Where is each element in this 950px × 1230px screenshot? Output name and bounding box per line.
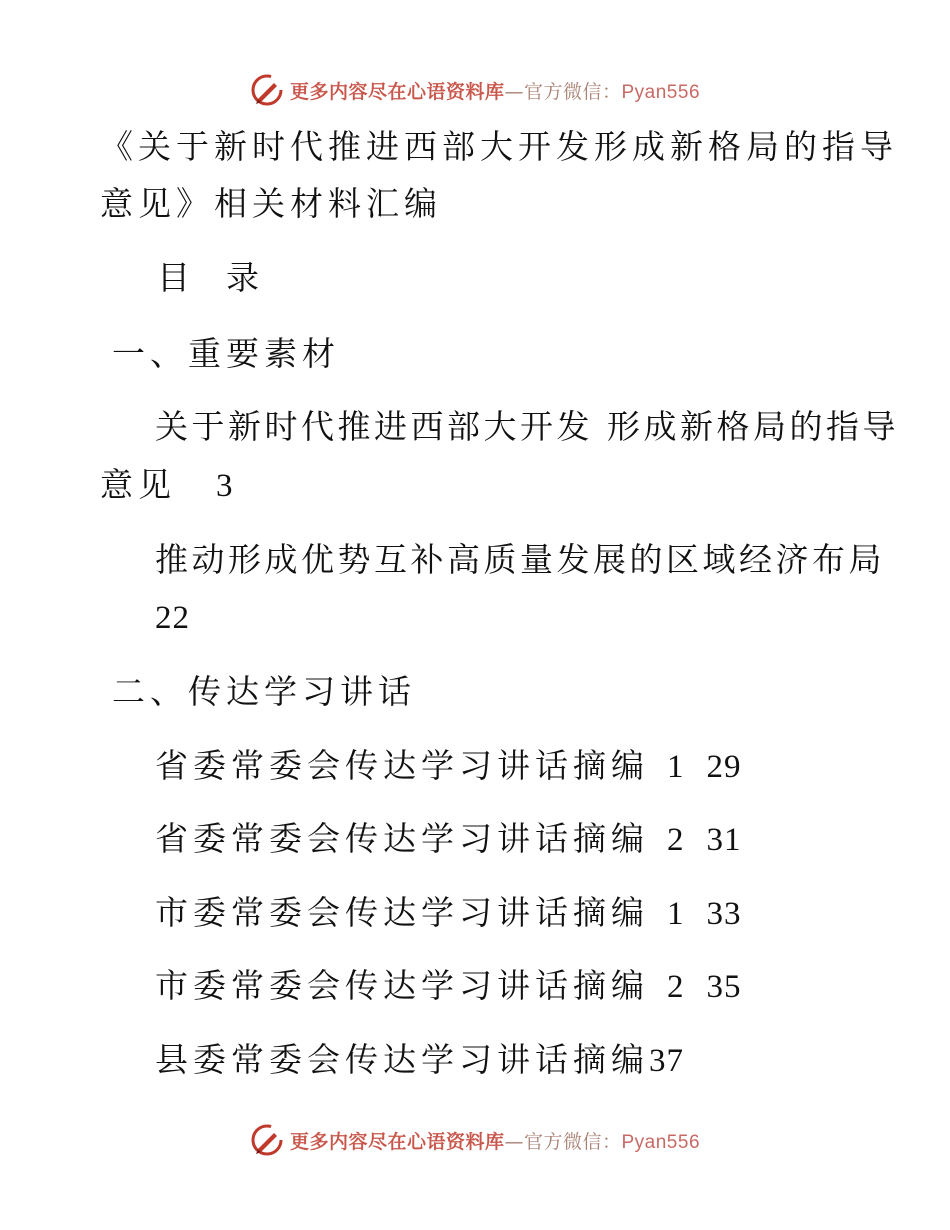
toc-entry-2-line-1: 推动形成优势互补高质量发展的区域经济布局	[155, 540, 885, 579]
pen-logo-icon	[250, 1123, 284, 1157]
toc-entry-5-page: 33	[706, 896, 742, 932]
watermark-dash: —	[504, 1130, 524, 1153]
document-title-line-1: 《关于新时代推进西部大开发形成新格局的指导	[100, 127, 898, 166]
toc-entry-4	[155, 819, 742, 860]
footer-watermark	[0, 1120, 950, 1160]
toc-entry-4-page: 31	[706, 822, 742, 858]
toc-entry-3-index: 1	[667, 749, 685, 785]
watermark-label: 官方微信：	[523, 1130, 622, 1153]
toc-entry-6-page: 35	[706, 969, 742, 1005]
section-heading-2: 二、传达学习讲话	[112, 672, 416, 711]
toc-entry-1-line-1: 关于新时代推进西部大开发 形成新格局的指导	[155, 407, 899, 446]
watermark-dash: —	[504, 80, 524, 103]
header-watermark	[0, 70, 950, 110]
toc-entry-7-text: 县委常委会传达学习讲话摘编	[155, 1040, 649, 1079]
toc-entry-4-text: 省委常委会传达学习讲话摘编	[155, 819, 649, 858]
toc-entry-1-line-2	[100, 465, 234, 506]
toc-entry-5	[155, 893, 742, 934]
toc-entry-6-text: 市委常委会传达学习讲话摘编	[155, 966, 649, 1005]
watermark-brand: 更多内容尽在心语资料库	[289, 80, 505, 103]
pen-logo-icon	[250, 73, 284, 107]
watermark-brand: 更多内容尽在心语资料库	[289, 1130, 505, 1153]
toc-entry-5-text: 市委常委会传达学习讲话摘编	[155, 893, 649, 932]
watermark-text	[290, 1127, 700, 1154]
toc-entry-3-page: 29	[706, 749, 742, 785]
toc-entry-7	[155, 1040, 684, 1081]
watermark-text	[290, 77, 700, 104]
toc-entry-1-page: 3	[216, 468, 234, 504]
watermark-id: Pyan556	[621, 81, 701, 103]
toc-entry-3	[155, 746, 742, 787]
toc-entry-1-text: 意见	[100, 465, 176, 504]
toc-heading: 目 录	[157, 258, 264, 297]
watermark-label: 官方微信：	[523, 80, 622, 103]
toc-entry-2-page: 22	[155, 600, 190, 636]
watermark-id: Pyan556	[621, 1131, 701, 1153]
toc-entry-4-index: 2	[667, 822, 685, 858]
section-heading-1: 一、重要素材	[112, 334, 340, 373]
toc-entry-5-index: 1	[667, 896, 685, 932]
toc-entry-6	[155, 966, 742, 1007]
toc-entry-7-page: 37	[649, 1043, 684, 1079]
toc-entry-3-text: 省委常委会传达学习讲话摘编	[155, 746, 649, 785]
toc-entry-6-index: 2	[667, 969, 685, 1005]
document-title-line-2: 意见》相关材料汇编	[100, 184, 442, 223]
